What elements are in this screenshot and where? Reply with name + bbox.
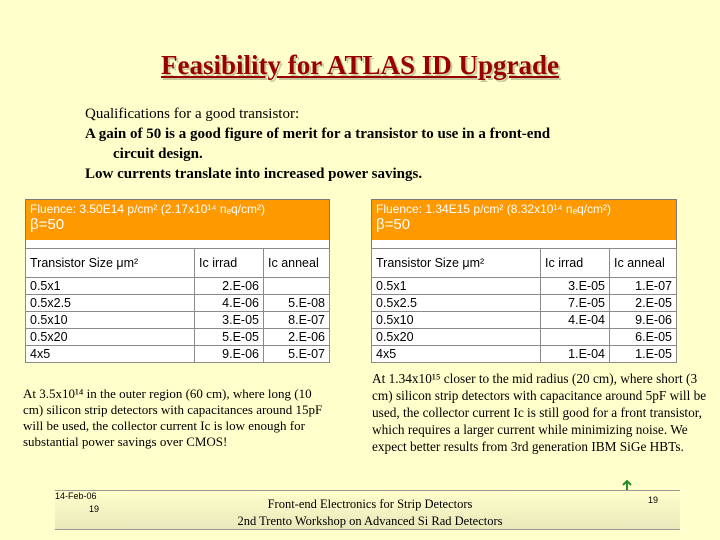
footer-date: 14-Feb-06 (55, 491, 97, 501)
col-transistor-size: Transistor Size μm² (372, 248, 541, 277)
fluence-label: Fluence: 1.34E15 p/cm² (8.32x10¹⁴ nₑq/cm²) (376, 202, 612, 216)
cell-ic-anneal (264, 277, 330, 294)
cell-size: 0.5x20 (372, 328, 541, 345)
cell-ic-irrad: 7.E-05 (541, 294, 610, 311)
col-transistor-size: Transistor Size μm² (26, 248, 195, 277)
gain-statement (85, 124, 705, 164)
outer-region-paragraph: At 3.5x10¹⁴ in the outer region (60 cm), where long (10 cm) silicon strip detectors with capacitances around 15pF will be used, the collector current Ic is low enough for substantial power savings over CMOS! (23, 386, 323, 449)
table-row (26, 277, 330, 294)
table-row (372, 277, 677, 294)
cell-ic-anneal: 2.E-05 (610, 294, 677, 311)
power-statement: Low currents translate into increased power savings. (85, 166, 423, 182)
cell-ic-anneal: 1.E-07 (610, 277, 677, 294)
left-fluence-table (25, 199, 330, 363)
right-fluence-table (371, 199, 677, 363)
footer-date-block (55, 490, 105, 524)
table-header-band (26, 200, 330, 241)
table-row (372, 345, 677, 362)
cell-size: 0.5x10 (26, 311, 195, 328)
cell-size: 0.5x1 (372, 277, 541, 294)
gain-statement-line2: circuit design. (113, 146, 203, 162)
cell-ic-anneal: 2.E-06 (264, 328, 330, 345)
cell-size: 4x5 (372, 345, 541, 362)
cell-ic-anneal: 1.E-05 (610, 345, 677, 362)
col-ic-anneal: Ic anneal (264, 248, 330, 277)
cell-ic-irrad: 4.E-04 (541, 311, 610, 328)
col-ic-anneal: Ic anneal (610, 248, 677, 277)
beta-label: β=50 (376, 216, 411, 233)
cell-ic-anneal: 8.E-07 (264, 311, 330, 328)
cell-ic-irrad: 1.E-04 (541, 345, 610, 362)
footer-page-small: 19 (89, 504, 100, 514)
cell-size: 0.5x20 (26, 328, 195, 345)
table-header-band (372, 200, 677, 241)
cell-ic-irrad: 3.E-05 (541, 277, 610, 294)
cell-ic-irrad: 3.E-05 (195, 311, 264, 328)
fluence-label: Fluence: 3.50E14 p/cm² (2.17x10¹⁴ nₑq/cm²) (30, 202, 266, 216)
cell-size: 0.5x10 (372, 311, 541, 328)
footer-title (170, 496, 570, 530)
table-row (372, 311, 677, 328)
table-row (26, 345, 330, 362)
gain-statement-line1: A gain of 50 is a good figure of merit for a transistor to use in a front-end (85, 126, 551, 142)
col-ic-irrad: Ic irrad (195, 248, 264, 277)
column-header-row (372, 248, 677, 277)
cell-ic-anneal: 5.E-07 (264, 345, 330, 362)
cell-size: 0.5x2.5 (26, 294, 195, 311)
beta-label: β=50 (30, 216, 65, 233)
cell-size: 0.5x1 (26, 277, 195, 294)
table-row (26, 328, 330, 345)
table-row (26, 311, 330, 328)
table-row (372, 328, 677, 345)
table-row (26, 294, 330, 311)
cell-ic-irrad: 4.E-06 (195, 294, 264, 311)
footer-line1: Front-end Electronics for Strip Detectors (267, 497, 473, 511)
column-header-row (26, 248, 330, 277)
page-number: 19 (648, 495, 659, 505)
cell-ic-irrad: 5.E-05 (195, 328, 264, 345)
table-row (372, 294, 677, 311)
cell-size: 0.5x2.5 (372, 294, 541, 311)
slide-title: Feasibility for ATLAS ID Upgrade (160, 50, 560, 80)
qualifications-heading: Qualifications for a good transistor: (85, 106, 300, 122)
mid-radius-paragraph: At 1.34x10¹⁵ closer to the mid radius (20 cm), where short (3 cm) silicon strip detectors with capacitance around 5pF will be used, the collector current Ic is still good for a front transistor, which requires a larger current while minimizing noise. We expect better results from 3rd generation IBM SiGe HBTs. (372, 371, 707, 454)
footer-line2: 2nd Trento Workshop on Advanced Si Rad Detectors (237, 514, 503, 528)
qualifications-block (85, 104, 705, 184)
cell-ic-anneal: 5.E-08 (264, 294, 330, 311)
cell-ic-anneal: 9.E-06 (610, 311, 677, 328)
cell-ic-anneal: 6.E-05 (610, 328, 677, 345)
cell-size: 4x5 (26, 345, 195, 362)
cell-ic-irrad: 2.E-06 (195, 277, 264, 294)
cell-ic-irrad (541, 328, 610, 345)
cell-ic-irrad: 9.E-06 (195, 345, 264, 362)
col-ic-irrad: Ic irrad (541, 248, 610, 277)
